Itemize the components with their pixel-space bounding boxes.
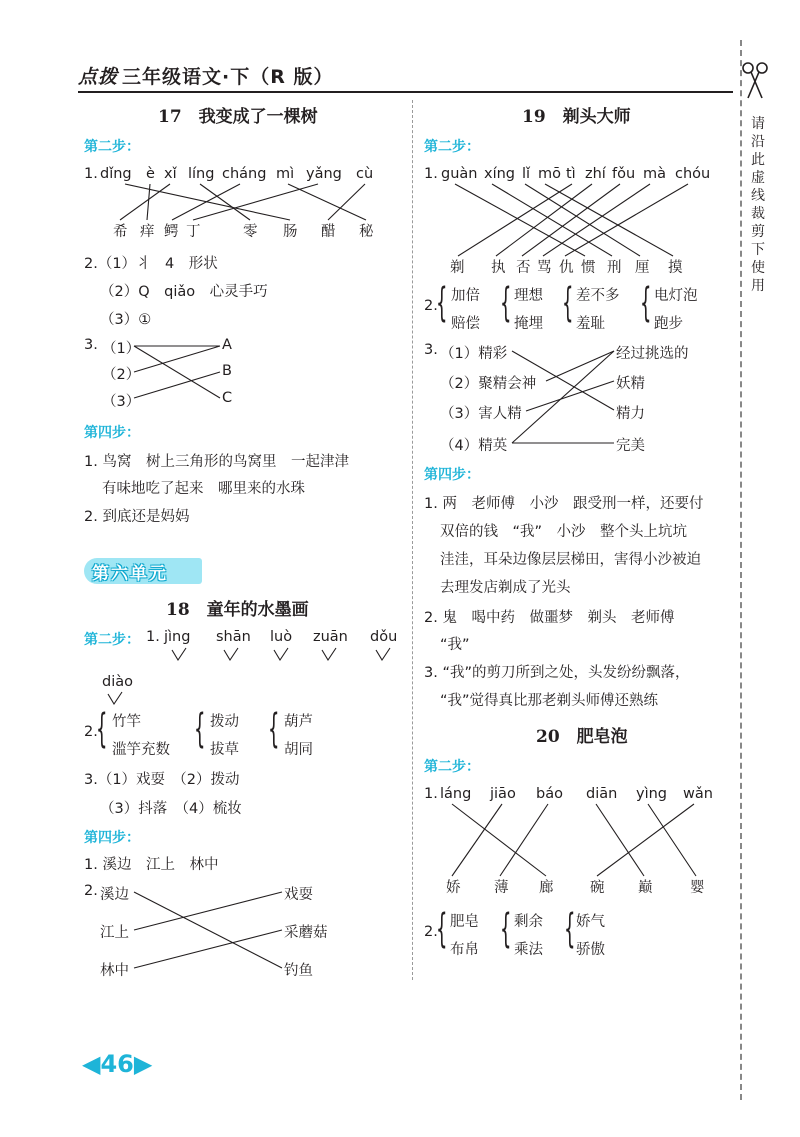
l20-link-3 xyxy=(500,804,548,876)
lesson19-step4-label: 第四步： xyxy=(424,467,480,483)
l20-pinyin-6: wǎn xyxy=(683,786,713,802)
l20-link-2 xyxy=(452,804,502,876)
l20-pinyin-4: diān xyxy=(586,786,618,802)
l19-q3-number: 3. xyxy=(424,342,438,358)
l19-q3-right-4: 完美 xyxy=(616,438,645,454)
l17-char-8: 秘 xyxy=(359,224,374,240)
l19-q2-number: 2. xyxy=(424,298,438,314)
l18-s4-q2-number: 2. xyxy=(84,883,98,899)
l19-q3-right-2: 妖精 xyxy=(616,376,645,392)
l19-pinyin-3: lǐ xyxy=(522,166,531,182)
l19-q2-g2-b: 掩埋 xyxy=(514,316,543,332)
l18-q3-line1: 3.（1）戏耍 （2）拨动 xyxy=(84,772,240,788)
l19-q1-number: 1. xyxy=(424,166,438,182)
l18-brace-3: { xyxy=(268,706,280,752)
l18-tick-1 xyxy=(172,648,186,660)
l20-link-4 xyxy=(596,804,644,876)
l19-s4-line6: “我” xyxy=(440,637,470,653)
l20-char-1: 娇 xyxy=(446,880,461,896)
l17-char-3: 鳄 xyxy=(164,224,179,240)
next-arrow-icon: ▶ xyxy=(133,1050,153,1078)
lesson20-title: 20 肥皂泡 xyxy=(536,727,628,747)
l17-link-8 xyxy=(328,184,365,220)
l17-pinyin-2: è xyxy=(146,166,155,182)
l20-q2-g2-a: 剩余 xyxy=(514,914,543,930)
l20-brace-2: { xyxy=(500,906,512,952)
l18-s4-right-1: 戏耍 xyxy=(284,887,313,903)
l17-char-6: 肠 xyxy=(283,224,298,240)
l18-tick-2 xyxy=(224,648,238,660)
l19-s4-line8: “我”觉得真比那老剃头师傅还熟练 xyxy=(440,693,659,709)
l19-q3-left-1: （1）精彩 xyxy=(440,346,508,362)
l17-q3-right-c: C xyxy=(222,390,233,406)
l19-pinyin-7: fǒu xyxy=(612,166,636,182)
l19-link-7 xyxy=(522,184,620,256)
l18-tick-4 xyxy=(322,648,336,660)
l19-q3-link-4 xyxy=(512,351,614,443)
l17-link-7 xyxy=(193,184,318,220)
l19-char-3: 否 xyxy=(516,260,531,276)
l17-s4-line3: 2. 到底还是妈妈 xyxy=(84,509,190,525)
lesson17-step2-label: 第二步： xyxy=(84,139,140,155)
l17-char-4: 丁 xyxy=(186,224,201,240)
l20-char-4: 碗 xyxy=(590,880,605,896)
l19-brace-2: { xyxy=(500,280,512,326)
l19-char-9: 摸 xyxy=(668,260,683,276)
l19-s4-line2: 双倍的钱 “我” 小沙 整个头上坑坑 xyxy=(440,524,688,540)
l18-s4-left-2: 江上 xyxy=(100,925,129,941)
l19-q2-g1-a: 加倍 xyxy=(451,288,480,304)
l18-s4-left-3: 林中 xyxy=(100,963,129,979)
l18-q2-g1-a: 竹竿 xyxy=(112,714,141,730)
l19-pinyin-1: guàn xyxy=(441,166,478,182)
l19-q2-g4-b: 跑步 xyxy=(654,316,683,332)
l18-brace-2: { xyxy=(194,706,206,752)
l20-char-2: 薄 xyxy=(494,880,509,896)
l18-s4-link-2 xyxy=(134,892,282,930)
l20-q2-g1-b: 布帛 xyxy=(450,942,479,958)
l20-pinyin-2: jiāo xyxy=(490,786,516,802)
l19-q3-left-4: （4）精英 xyxy=(440,438,508,454)
lesson17-title: 17 我变成了一棵树 xyxy=(158,107,318,127)
l17-s4-line2: 有味地吃了起来 哪里来的水珠 xyxy=(102,481,305,497)
lesson18-step4-label: 第四步： xyxy=(84,830,140,846)
l19-brace-3: { xyxy=(562,280,574,326)
l19-q3-right-1: 经过挑选的 xyxy=(616,346,689,362)
l17-q3-right-a: A xyxy=(222,337,232,353)
l17-q3-number: 3. xyxy=(84,337,98,353)
l19-pinyin-8: mà xyxy=(643,166,667,182)
l20-pinyin-1: láng xyxy=(440,786,472,802)
l17-q3-right-b: B xyxy=(222,363,232,379)
l19-q2-g2-a: 理想 xyxy=(514,288,543,304)
l18-pinyin-4: zuān xyxy=(313,629,348,645)
l18-q2-g2-b: 拔草 xyxy=(210,742,239,758)
l19-q3-left-3: （3）害人精 xyxy=(440,406,522,422)
l19-pinyin-2: xíng xyxy=(484,166,516,182)
l20-q2-g3-b: 骄傲 xyxy=(576,942,605,958)
l20-brace-1: { xyxy=(436,906,448,952)
l18-s4-link-1 xyxy=(134,892,282,968)
l18-q2-g3-a: 葫芦 xyxy=(284,714,313,730)
l18-q2-g3-b: 胡同 xyxy=(284,742,313,758)
l18-pinyin-2: shān xyxy=(216,629,251,645)
l19-s4-line4: 去理发店剃成了光头 xyxy=(440,580,571,596)
l19-char-1: 剃 xyxy=(450,260,465,276)
l19-brace-1: { xyxy=(436,280,448,326)
l17-q3-link-3 xyxy=(134,372,220,398)
unit-title: 第六单元 xyxy=(92,564,168,584)
l20-q2-g1-a: 肥皂 xyxy=(450,914,479,930)
l18-s4-left-1: 溪边 xyxy=(100,887,129,903)
l18-tick-3 xyxy=(274,648,288,660)
l18-q2-g2-a: 拨动 xyxy=(210,714,239,730)
l19-s4-line5: 2. 鬼 喝中药 做噩梦 剃头 老师傅 xyxy=(424,610,675,626)
l20-q2-number: 2. xyxy=(424,924,438,940)
l18-s4-link-3 xyxy=(134,930,282,968)
l18-s4-right-3: 钓鱼 xyxy=(284,963,313,979)
l19-char-7: 刑 xyxy=(607,260,622,276)
l17-q3-left-1: （1） xyxy=(102,341,141,357)
l19-pinyin-4: mō xyxy=(538,166,561,182)
l20-link-5 xyxy=(648,804,696,876)
l17-pinyin-5: cháng xyxy=(222,166,267,182)
l19-char-2: 执 xyxy=(491,260,506,276)
l19-pinyin-9: chóu xyxy=(675,166,711,182)
l19-q3-link-3 xyxy=(526,381,614,411)
l19-q2-g3-a: 差不多 xyxy=(576,288,620,304)
l17-char-5: 零 xyxy=(243,224,258,240)
l19-s4-line7: 3. “我”的剪刀所到之处，头发纷纷飘落， xyxy=(424,665,690,681)
brand-logo-text: 点拨 xyxy=(78,66,119,88)
l20-char-5: 巅 xyxy=(638,880,653,896)
l17-char-7: 醋 xyxy=(321,224,336,240)
l20-brace-3: { xyxy=(564,906,576,952)
l18-q2-g1-b: 滥竽充数 xyxy=(112,742,170,758)
l17-pinyin-3: xǐ xyxy=(164,166,177,182)
lesson17-step4-label: 第四步： xyxy=(84,425,140,441)
l19-pinyin-6: zhí xyxy=(585,166,606,182)
l17-pinyin-8: cù xyxy=(356,166,374,182)
l17-link-3 xyxy=(120,184,170,220)
cut-instruction: 请沿此虚线裁剪下使用 xyxy=(751,116,765,294)
l17-link-5 xyxy=(172,184,240,220)
l18-q2-number: 2. xyxy=(84,724,98,740)
l19-char-6: 惯 xyxy=(581,260,596,276)
l18-tick-5 xyxy=(376,648,390,660)
l17-q2-line3: （3）① xyxy=(100,312,152,328)
prev-arrow-icon: ◀ xyxy=(82,1050,101,1078)
l19-q2-g1-b: 赔偿 xyxy=(451,316,480,332)
l17-pinyin-4: líng xyxy=(188,166,215,182)
l20-link-1 xyxy=(452,804,546,876)
page-number-text: 46 xyxy=(100,1050,134,1078)
l19-q3-link-1 xyxy=(512,351,614,410)
l19-q3-left-2: （2）聚精会神 xyxy=(440,376,537,392)
l20-q1-number: 1. xyxy=(424,786,438,802)
l18-s4-line1: 1. 溪边 江上 林中 xyxy=(84,857,219,873)
l18-s4-right-2: 采蘑菇 xyxy=(284,925,328,941)
l20-char-3: 廊 xyxy=(539,880,554,896)
l20-pinyin-3: báo xyxy=(536,786,563,802)
lesson19-step2-label: 第二步： xyxy=(424,139,480,155)
l20-q2-g3-a: 娇气 xyxy=(576,914,605,930)
l19-char-5: 仇 xyxy=(559,260,574,276)
l18-pinyin-6: diào xyxy=(102,674,133,690)
l17-pinyin-6: mì xyxy=(276,166,295,182)
l19-char-8: 厘 xyxy=(635,260,650,276)
l19-s4-line1: 1. 两 老师傅 小沙 跟受刑一样，还要付 xyxy=(424,496,704,512)
l17-q3-left-2: （2） xyxy=(102,367,141,383)
l18-pinyin-1: jìng xyxy=(164,629,191,645)
l19-brace-4: { xyxy=(640,280,652,326)
lesson20-step2-label: 第二步： xyxy=(424,759,480,775)
l19-q3-right-3: 精力 xyxy=(616,406,645,422)
l19-pinyin-5: tì xyxy=(566,166,576,182)
l18-q1-number: 1. xyxy=(146,629,160,645)
l18-tick-6 xyxy=(108,692,122,704)
l17-q2-line1: 2.（1）丬 4 形状 xyxy=(84,256,218,272)
lesson18-step2-label: 第二步： xyxy=(84,632,140,648)
l17-q3-link-1 xyxy=(134,346,220,398)
l19-char-4: 骂 xyxy=(537,260,552,276)
l18-pinyin-5: dǒu xyxy=(370,629,398,645)
l19-link-8 xyxy=(543,184,650,256)
l17-q3-link-2 xyxy=(134,346,220,372)
l19-q3-link-2 xyxy=(546,351,614,381)
l19-q2-g4-a: 电灯泡 xyxy=(654,288,698,304)
l17-pinyin-1: dǐng xyxy=(100,166,132,182)
lesson19-title: 19 剃头大师 xyxy=(522,107,631,127)
l20-q2-g2-b: 乘法 xyxy=(514,942,543,958)
l19-q2-g3-b: 羞耻 xyxy=(576,316,605,332)
l17-q3-left-3: （3） xyxy=(102,394,141,410)
l18-q3-line2: （3）抖落 （4）梳妆 xyxy=(100,801,242,817)
l20-pinyin-5: yìng xyxy=(636,786,668,802)
book-title: 三年级语文·下（R 版） xyxy=(122,66,334,88)
l17-s4-line1: 1. 鸟窝 树上三角形的鸟窝里 一起津津 xyxy=(84,454,349,470)
l20-link-6 xyxy=(597,804,694,876)
lesson18-title: 18 童年的水墨画 xyxy=(166,600,309,620)
l19-s4-line3: 洼洼，耳朵边像层层梯田，害得小沙被迫 xyxy=(440,552,701,568)
l17-q1-number: 1. xyxy=(84,166,98,182)
l17-char-1: 希 xyxy=(113,224,128,240)
l19-link-4 xyxy=(545,184,673,256)
l18-pinyin-3: luò xyxy=(270,629,293,645)
l18-brace-1: { xyxy=(96,706,108,752)
l17-q2-line2: （2）Q qiǎo 心灵手巧 xyxy=(100,284,268,300)
l20-char-6: 婴 xyxy=(690,880,705,896)
l17-pinyin-7: yǎng xyxy=(306,166,342,182)
l17-char-2: 痒 xyxy=(140,224,155,240)
